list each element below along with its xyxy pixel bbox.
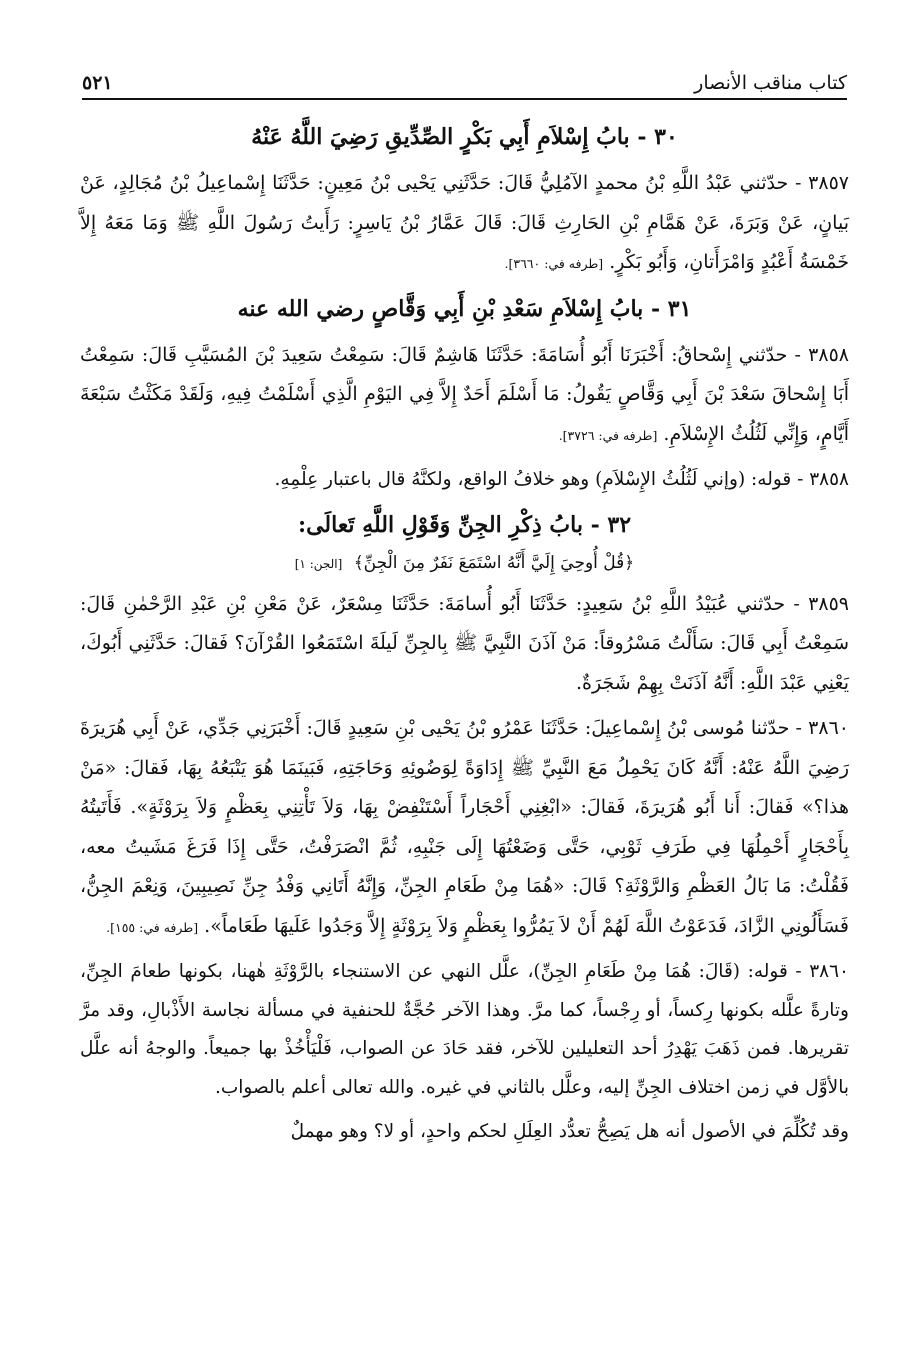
cross-reference: [طرفه في: ١٥٥]. <box>106 919 199 935</box>
book-title: كتاب مناقب الأنصار <box>694 72 847 94</box>
verse-reference: [الجن: ١] <box>294 556 343 571</box>
chapter-heading-32: ٣٢ - بابُ ذِكْرِ الجِنِّ وَقَوْلِ اللَّهِ تَعالَى: <box>297 511 632 538</box>
page-body <box>80 112 849 1158</box>
page-number: ٥٢١ <box>82 72 113 94</box>
commentary-3858: ٣٨٥٨ - قوله: (وإني لَثُلُثُ الإِسْلاَمِ) وهو خلافُ الواقع، ولكنَّهُ قال باعتبار عِلْمِهِ. <box>274 469 849 490</box>
commentary-3860: ٣٨٦٠ - قوله: (قَالَ: هُمَا مِنْ طَعَامِ الجِنِّ)، علَّل النهي عن الاستنجاء بالرَّوْثَةِ هٰهنا، بكونها طعامَ الجِنِّ، وتارةً علَّله بكونها رِكساً، أو رِجْساً، كما مرَّ. وهذا الآخر حُجَّةٌ للحنفية في مسألة نجاسة الأَذْبالِ، وقد مرَّ تقريرها. فمن ذَهَبَ يَهْدِرُ أحد التعليلين للآخر، فقد حَادَ عن الصواب، فَلْيَأْخُذْ بها جميعاً. والوجهُ أنه علَّل بالأوَّل في زمن اختلاف الجِنِّ إليه، وعلَّل بالثاني في غيره. والله تعالى أعلم بالصواب. <box>80 961 849 1098</box>
cross-reference: [طرفه في: ٣٦٦٠]. <box>504 256 604 271</box>
cross-reference: [طرفه في: ٣٧٢٦]. <box>558 427 658 443</box>
hadith-3858 <box>80 336 849 456</box>
commentary-continued: وقد تُكُلِّمَ في الأصول أنه هل يَصِحُّ تعدُّد العِلَلِ لحكم واحدٍ، أو لا؟ وهو مهملٌ <box>290 1121 849 1142</box>
hadith-3860 <box>80 709 849 947</box>
chapter-heading-31: ٣١ - بابُ إِسْلاَمِ سَعْدِ بْنِ أَبِي وَقَّاصٍ رضي الله عنه <box>237 295 692 322</box>
hadith-3859: ٣٨٥٩ - حدّثني عُبَيْدُ اللَّهِ بْنُ سَعِيدٍ: حَدَّثَنَا أَبُو أُسامَةَ: حَدَّثَنَا مِسْعَرٌ، عَنْ مَعْنِ بْنِ عَبْدِ الرَّحْمٰنِ قَالَ: سَمِعْتُ أَبِي قَالَ: سَأَلْتُ مَسْرُوقاً: مَنْ آذَنَ النَّبِيَّ ﷺ بِالجِنِّ لَيلَةَ اسْتَمَعُوا القُرْآنَ؟ فَقالَ: حَدَّثَنِي أَبُوكَ، يَعْنِي عَبْدَ اللَّهِ: أَنَّهُ آذَنَتْ بِهِمْ شَجَرَةٌ. <box>80 592 849 694</box>
quran-verse <box>80 550 849 577</box>
chapter-heading-30: ٣٠ - بابُ إِسْلاَمِ أَبِي بَكْرٍ الصِّدِّيقِ رَضِيَ اللَّهُ عَنْهُ <box>251 124 678 150</box>
hadith-text: ٣٨٥٨ - حدّثني إِسْحاقُ: أَخْبَرَنَا أَبُو أُسَامَةَ: حَدَّثَنَا هَاشِمٌ قَالَ: سَمِعْتُ سَعِيدَ بْنَ المُسَيَّبِ قَالَ: سَمِعْتُ أَبَا إِسْحاقَ سَعْدَ بْنَ أَبِي وَقَّاصٍ يَقُولُ: مَا أَسْلَمَ أَحَدٌ إِلاَّ فِي اليَوْمِ الَّذِي أَسْلَمْتُ فِيهِ، وَلَقَدْ مَكَثْتُ سَبْعَةَ أَيَّامٍ، وَإِنِّي لَثُلُثُ الإِسْلاَمِ. <box>80 343 849 445</box>
hadith-3857 <box>80 164 849 284</box>
running-header <box>82 58 847 100</box>
hadith-text: ٣٨٥٧ - حدّثني عَبْدُ اللَّهِ بْنُ محمدٍ الآمُلِيُّ قَالَ: حَدَّثَنِي يَحْيى بْنُ مَعِينٍ: حَدَّثَنَا إِسْماعِيلُ بْنُ مُجَالِدٍ، عَنْ بَيانٍ، عَنْ وَبَرَةَ، عَنْ هَمَّامِ بْنِ الحَارِثِ قَالَ: قَالَ عَمَّارُ بْنُ يَاسِرٍ: رَأَيتُ رَسُولَ اللَّهِ ﷺ وَمَا مَعَهُ إِلاَّ خَمْسَةُ أَعْبُدٍ وَامْرَأَتانِ، وَأَبُو بَكْرٍ. <box>80 172 849 273</box>
verse-text: ﴿قُلْ أُوحِيَ إِلَيَّ أَنَّهُ اسْتَمَعَ نَفَرٌ مِنَ الْجِنِّ﴾ <box>353 552 635 573</box>
hadith-text: ٣٨٦٠ - حدّثنا مُوسى بْنُ إِسْماعِيلَ: حَدَّثَنَا عَمْرُو بْنُ يَحْيى بْنِ سَعِيدٍ قَالَ: أَخْبَرَنِي جَدِّي، عَنْ أَبِي هُرَيرَةَ رَضِيَ اللَّهُ عَنْهُ: أَنَّهُ كَانَ يَحْمِلُ مَعَ النَّبِيِّ ﷺ إِدَاوَةً لِوَضُوئِهِ وَحَاجَتِهِ، فَبَينَمَا هُوَ يَتْبَعُهُ بِهَا، فَقالَ: «مَنْ هذا؟» فَقالَ: أَنا أَبُو هُرَيرَةَ، فَقالَ: «ابْغِنِي أَحْجَاراً أَسْتَنْفِضْ بِهَا، وَلاَ تَأْتِنِي بِعَظْمٍ وَلاَ بِرَوْثَةٍ». فَأَتَيتُهُ بِأَحْجَارٍ أَحْمِلُهَا فِي طَرَفِ ثَوْبِي، حَتَّى وَضَعْتُهَا إِلَى جَنْبِهِ، ثُمَّ انْصَرَفْتُ، حَتَّى إِذَا فَرَغَ مَشَيتُ معه، فَقُلْتُ: مَا بَالُ العَظْمِ وَالرَّوْثَةِ؟ قَالَ: «هُمَا مِنْ طَعَامِ الجِنِّ، وَإِنَّهُ أَتَانِي وَفْدُ جِنِّ نَصِيبِينَ، وَنِعْمَ الجِنُّ، فَسَأَلُونِي الزَّادَ، فَدَعَوْتُ اللَّهَ لَهُمْ أَنْ لاَ يَمُرُّوا بِعَظْمٍ وَلاَ بِرَوْثَةٍ إِلاَّ وَجَدُوا عَلَيهَا طَعَاماً». <box>80 717 850 937</box>
